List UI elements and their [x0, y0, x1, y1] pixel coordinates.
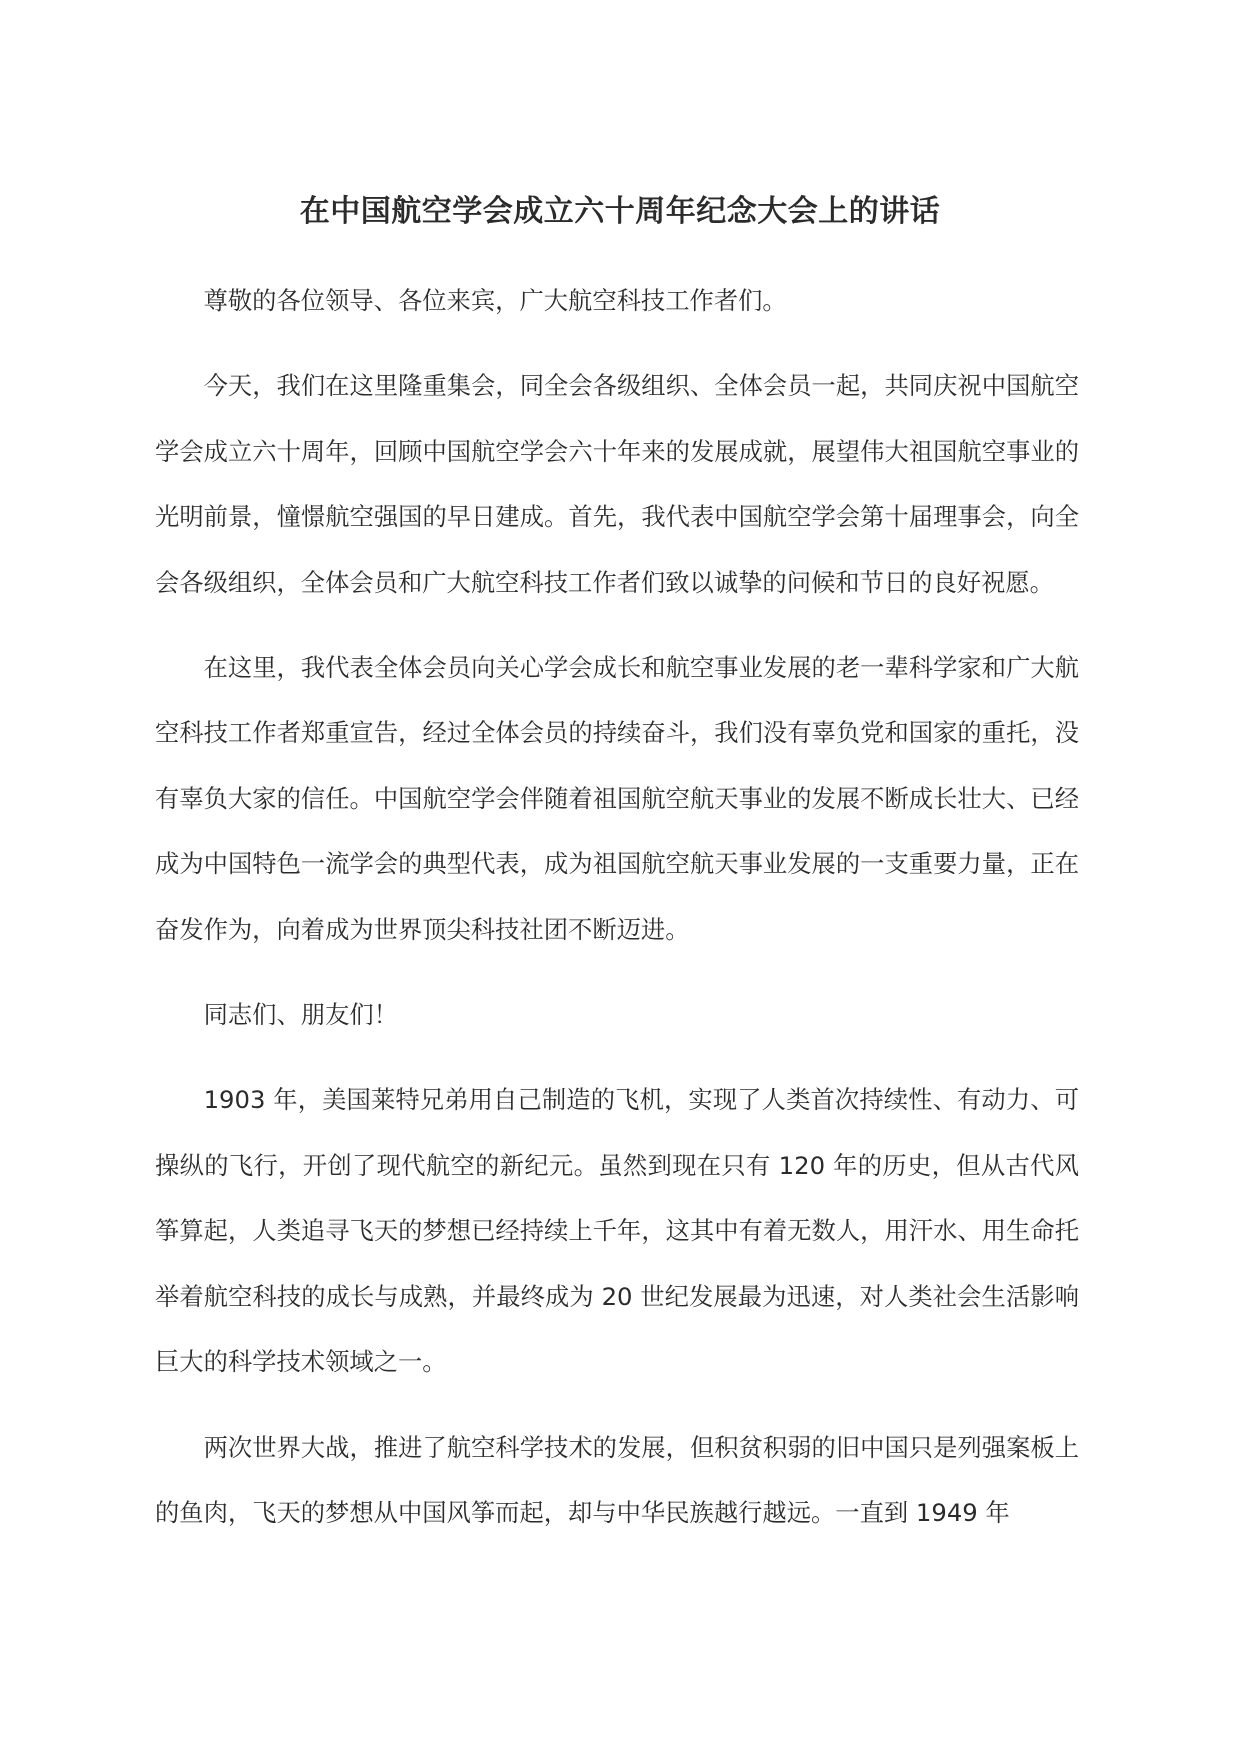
paragraph-history: 1903 年，美国莱特兄弟用自己制造的飞机，实现了人类首次持续性、有动力、可操纵的飞行，开创了现代航空的新纪元。虽然到现在只有 120 年的历史，但从古代风筝算起，人类追寻飞天的梦想已经持续上千年，这其中有着无数人，用汗水、用生命托举着航空科技的成长与成熟，并最终成为 20 世纪发展最为迅速，对人类社会生活影响巨大的科学技术领域之一。: [155, 1085, 1079, 1377]
paragraph-wars: 两次世界大战，推进了航空科学技术的发展，但积贫积弱的旧中国只是列强案板上的鱼肉，飞天的梦想从中国风筝而起，却与中华民族越行越远。一直到 1949 年: [155, 1432, 1079, 1527]
document-title: 在中国航空学会成立六十周年纪念大会上的讲话: [299, 194, 941, 229]
paragraph-declaration: 在这里，我代表全体会员向关心学会成长和航空事业发展的老一辈科学家和广大航空科技工作者郑重宣告，经过全体会员的持续奋斗，我们没有辜负党和国家的重托，没有辜负大家的信任。中国航空学会伴随着祖国航空航天事业的发展不断成长壮大、已经成为中国特色一流学会的典型代表，成为祖国航空航天事业发展的一支重要力量，正在奋发作为，向着成为世界顶尖科技社团不断迈进。: [155, 653, 1079, 944]
paragraph-greeting: 尊敬的各位领导、各位来宾，广大航空科技工作者们。: [203, 286, 787, 315]
paragraph-address: 同志们、朋友们！: [203, 1000, 398, 1030]
paragraph-opening: 今天，我们在这里隆重集会，同全会各级组织、全体会员一起，共同庆祝中国航空学会成立六十周年，回顾中国航空学会六十年来的发展成就，展望伟大祖国航空事业的光明前景，憧憬航空强国的早日建成。首先，我代表中国航空学会第十届理事会，向全会各级组织，全体会员和广大航空科技工作者们致以诚挚的问候和节日的良好祝愿。: [155, 371, 1079, 597]
document-body: [155, 268, 1079, 1565]
